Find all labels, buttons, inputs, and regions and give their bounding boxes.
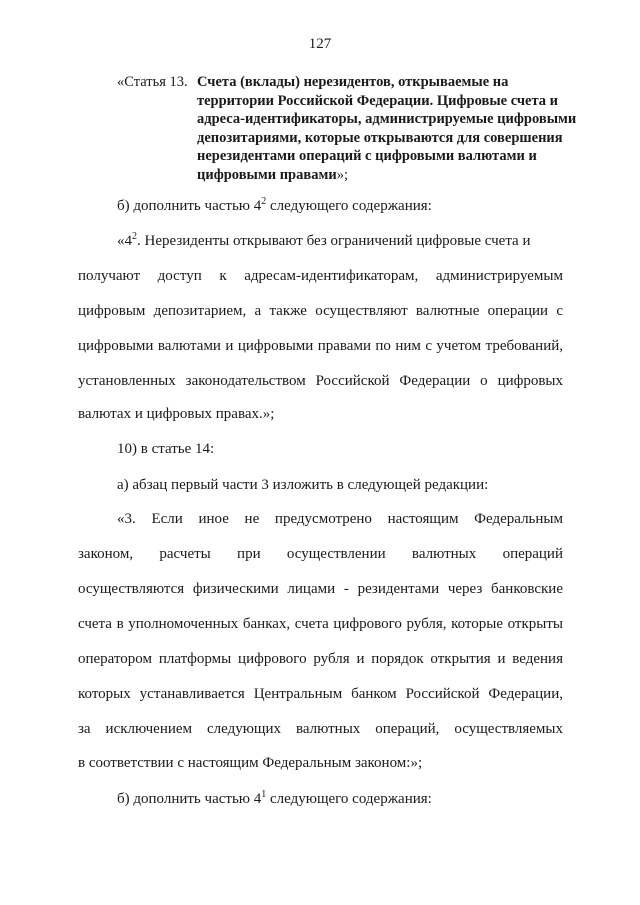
article-heading [117,73,577,184]
article-title [197,73,577,184]
para-3-line-8: в соответствии с настоящим Федеральным законом:»; [78,755,423,771]
item-b-part-4-2 [117,196,432,216]
para-4-2-line-6: валютах и цифровых правах.»; [78,406,275,422]
para-3-line-6: которых устанавливается Центральным банком Российской Федерации, [78,686,563,702]
item-b2-text: б) дополнить частью 4 [117,791,262,807]
item-b-text: б) дополнить частью 4 [117,198,262,214]
item-b-superscript: 2 [261,196,267,207]
para-4-2-first-text: . Нерезиденты открывают без ограничений цифровые счета и [137,233,531,249]
para-3-line-3: осуществляются физическими лицами - резидентами через банковские [78,581,563,597]
para-4-2-line-1 [117,231,563,251]
item-b2-superscript: 1 [261,789,267,800]
page-number: 127 [308,36,332,52]
para-3-line-1: «3. Если иное не предусмотрено настоящим Федеральным [117,511,563,527]
item-b-text-after: следующего содержания: [266,198,432,214]
para-4-2-line-2: получают доступ к адресам-идентификаторам, администрируемым [78,268,563,284]
para-3-line-4: счета в уполномоченных банках, счета цифрового рубля, которые открыты [78,616,563,632]
item-b-part-4-1 [117,789,432,809]
item-10: 10) в статье 14: [117,441,215,457]
para-4-2-open [117,231,531,251]
item-b2-text-after: следующего содержания: [266,791,432,807]
para-4-2-number: «4 [117,233,132,249]
para-4-2-line-4: цифровыми валютами и цифровыми правами по ним с учетом требований, [78,338,563,354]
para-3-line-2: законом, расчеты при осуществлении валютных операций [78,546,563,562]
para-4-2-line-5: установленных законодательством Российской Федерации о цифровых [78,373,563,389]
para-4-2-line-3: цифровым депозитарием, а также осуществляют валютные операции с [78,303,563,319]
item-a: а) абзац первый части 3 изложить в следующей редакции: [117,477,489,493]
article-prefix: «Статья 13. [117,74,188,90]
article-title-text: Счета (вклады) нерезидентов, открываемые на территории Российской Федерации. Цифровые счета и адреса-идентификаторы, администрируемые цифровыми депозитариями, которые открываются для совершения нерезидентами операций с цифровыми валютами и цифровыми правами [197,74,577,183]
para-4-2-superscript: 2 [132,231,137,242]
para-3-line-5: оператором платформы цифрового рубля и порядок открытия и ведения [78,651,563,667]
article-title-tail: »; [336,166,348,183]
para-3-line-7: за исключением следующих валютных операций, осуществляемых [78,721,563,737]
